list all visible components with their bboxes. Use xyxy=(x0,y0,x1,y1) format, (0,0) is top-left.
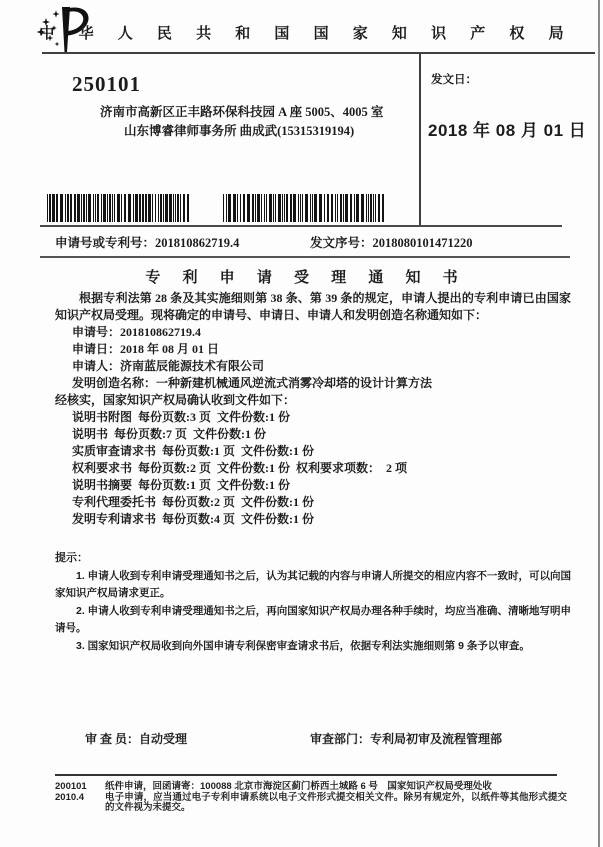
detail-application-number xyxy=(72,324,571,341)
recipient-postal-code: 250101 xyxy=(72,72,141,96)
footer-note-electronic: 电子申请，应当通过电子专利申请系统以电子文件形式提交相关文件。除另有规定外，以纸件等其他形式提交的文件视为未提交。 xyxy=(105,791,567,813)
footer-row xyxy=(55,782,567,793)
detail-value: 201810862719.4 xyxy=(120,325,202,339)
header-divider xyxy=(42,52,595,54)
examiner xyxy=(85,730,187,747)
confirmation-line: 经核实，国家知识产权局确认收到文件如下： xyxy=(55,393,296,407)
detail-label: 申请人： xyxy=(72,359,121,373)
serial-number-value: 2018080101471220 xyxy=(372,236,473,250)
barcode-divider xyxy=(40,225,562,227)
numbers-divider xyxy=(40,256,570,258)
detail-value: 2018 年 08 月 01 日 xyxy=(120,342,220,356)
detail-application-date xyxy=(72,341,571,358)
application-number-value: 201810862719.4 xyxy=(155,236,240,250)
received-documents-list xyxy=(72,409,571,528)
document-item: 权利要求书 每份页数:2 页 文件份数:1 份 权利要求项数： 2 项 xyxy=(72,461,407,475)
detail-value: 济南蓝辰能源技术有限公司 xyxy=(120,359,265,373)
application-number xyxy=(55,233,239,251)
hints-label: 提示： xyxy=(55,552,88,564)
notice-title: 专 利 申 请 受 理 通 知 书 xyxy=(145,269,467,286)
footer-form-code: 200101 xyxy=(55,781,87,792)
footer-form-code: 2010.4 xyxy=(55,791,85,803)
detail-label: 申请号： xyxy=(72,325,121,339)
footer xyxy=(55,782,567,814)
dispatch-date-value: 2018 年 08 月 01 日 xyxy=(428,121,587,140)
footer-row xyxy=(55,793,567,814)
review-department xyxy=(310,730,502,747)
scan-right-border xyxy=(598,0,600,847)
notice-intro: 根据专利法第 28 条及其实施细则第 38 条、第 39 条的规定，申请人提出的专利申请已由国家知识产权局受理。现将确定的申请号、申请日、申请人和发明创造名称通知如下： xyxy=(55,291,571,322)
detail-value: 一种新建机械通风逆流式消雾冷却塔的设计计算方法 xyxy=(156,376,433,390)
barcode-left xyxy=(47,194,193,222)
recipient-address-line2: 山东博睿律师事务所 曲成武(15315319194) xyxy=(124,124,355,138)
hints-section xyxy=(55,550,571,655)
department-value: 专利局初审及流程管理部 xyxy=(370,732,503,746)
document-item: 说明书摘要 每份页数:1 页 文件份数:1 份 xyxy=(72,478,290,492)
department-label: 审查部门： xyxy=(310,732,371,746)
footer-divider xyxy=(55,774,557,776)
barcode-right xyxy=(223,194,388,222)
footer-note-paper: 纸件申请，回函请寄：100088 北京市海淀区蓟门桥西土城路 6 号 国家知识产权局受理处收 xyxy=(105,781,492,792)
application-details xyxy=(72,324,571,392)
hint-item: 1. 申请人收到专利申请受理通知书之后，认为其记载的内容与申请人所提交的相应内容不一致时，可以向国家知识产权局请求更正。 xyxy=(55,569,571,599)
document-item: 发明专利请求书 每份页数:4 页 文件份数:1 份 xyxy=(72,512,314,526)
detail-invention-title xyxy=(72,375,571,392)
agency-title: 中 华 人 民 共 和 国 国 家 知 识 产 权 局 xyxy=(39,25,574,42)
serial-number-label: 发文序号： xyxy=(310,236,373,250)
examiner-label: 审 查 员： xyxy=(85,732,140,746)
document-item: 说明书附图 每份页数:3 页 文件份数:1 份 xyxy=(72,410,290,424)
dispatch-box-border xyxy=(419,52,421,226)
serial-number xyxy=(310,233,473,251)
examiner-value: 自动受理 xyxy=(139,732,188,746)
dispatch-date-label: 发文日： xyxy=(431,74,477,86)
hint-item: 2. 申请人收到专利申请受理通知书之后，再向国家知识产权局办理各种手续时，均应当准确、清晰地写明申请号。 xyxy=(55,604,571,634)
application-number-label: 申请号或专利号： xyxy=(55,236,156,250)
notice-body xyxy=(55,290,571,655)
document-item: 实质审查请求书 每份页数:1 页 文件份数:1 份 xyxy=(72,444,314,458)
detail-label: 申请日： xyxy=(72,342,121,356)
document-item: 专利代理委托书 每份页数:2 页 文件份数:1 份 xyxy=(72,495,314,509)
hint-item: 3. 国家知识产权局收到向外国申请专利保密审查请求书后，依据专利法实施细则第 9 条予以审查。 xyxy=(76,639,530,652)
document-item: 说明书 每份页数:7 页 文件份数:1 份 xyxy=(72,427,266,441)
recipient-address-line1: 济南市高新区正丰路环保科技园 A 座 5005、4005 室 xyxy=(100,105,384,119)
detail-applicant xyxy=(72,358,571,375)
detail-label: 发明创造名称： xyxy=(72,376,157,390)
